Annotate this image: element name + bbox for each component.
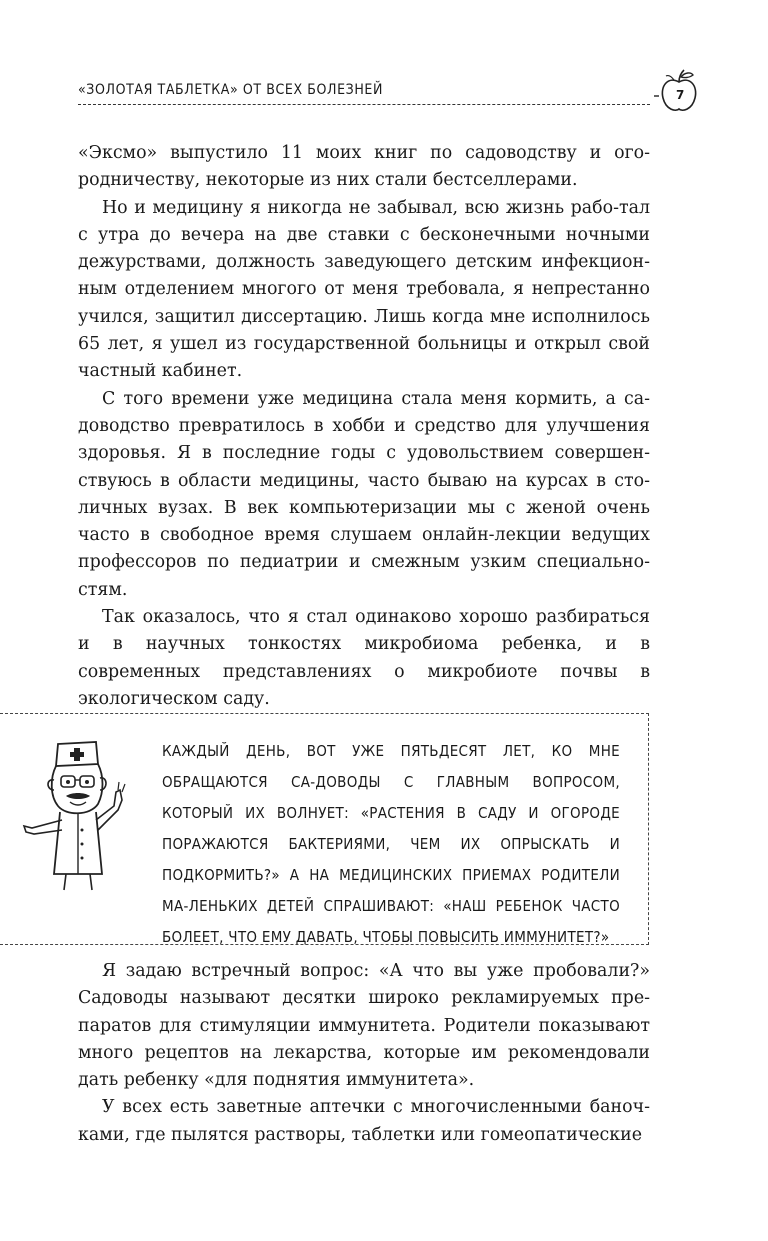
running-title: «ЗОЛОТАЯ ТАБЛЕТКА» ОТ ВСЕХ БОЛЕЗНЕЙ (78, 82, 383, 98)
body-text-top (78, 140, 650, 713)
paragraph: «Эксмо» выпустило 11 моих книг по садоводству и ого-родничеству, некоторые из них стали бестселлерами. (78, 143, 650, 191)
doctor-illustration-icon (18, 734, 138, 894)
callout-box (0, 713, 649, 945)
paragraph: Но и медицину я никогда не забывал, всю жизнь рабо-тал с утра до вечера на две ставки с бесконечными ночными дежурствами, должность заведующего детским инфекцион-ным отделением многого от меня требовала, я непрестанно учился, защитил диссертацию. Лишь когда мне исполнилось 65 лет, я ушел из государственной больницы и открыл свой частный кабинет. (78, 197, 650, 382)
header-divider (78, 104, 650, 105)
callout-text: КАЖДЫЙ ДЕНЬ, ВОТ УЖЕ ПЯТЬДЕСЯТ ЛЕТ, КО МНЕ ОБРАЩАЮТСЯ СА-ДОВОДЫ С ГЛАВНЫМ ВОПРОСОМ, КОТОРЫЙ ИХ ВОЛНУЕТ: «РАСТЕНИЯ В САДУ И ОГОРОДЕ ПОРАЖАЮТСЯ БАКТЕРИЯМИ, ЧЕМ ИХ ОПРЫСКАТЬ И ПОДКОРМИТЬ?» А НА МЕДИЦИНСКИХ ПРИЕМАХ РОДИТЕЛИ МА-ЛЕНЬКИХ ДЕТЕЙ СПРАШИВАЮТ: «НАШ РЕБЕНОК ЧАСТО БОЛЕЕТ, ЧТО ЕМУ ДАВАТЬ, ЧТОБЫ ПОВЫСИТЬ ИММУНИТЕТ?» (162, 742, 620, 946)
paragraph: Я задаю встречный вопрос: «А что вы уже пробовали?» Садоводы называют десятки широко рекламируемых пре-паратов для стимуляции иммунитета. Родители показывают много рецептов на лекарства, которые им рекомендовали дать ребенку «для поднятия иммунитета». (78, 961, 650, 1091)
page-number: 7 (676, 88, 685, 102)
paragraph: У всех есть заветные аптечки с многочисленными баноч-ками, где пылятся растворы, таблетки или гомеопатические (78, 1097, 650, 1145)
paragraph: Так оказалось, что я стал одинаково хорошо разбираться и в научных тонкостях микробиома ребенка, и в современных представлениях о микробиоте почвы в экологическом саду. (78, 607, 650, 709)
paragraph: С того времени уже медицина стала меня кормить, а са-доводство превратилось в хобби и средство для улучшения здоровья. Я в последние годы с удовольствием совершен-ствуюсь в области медицины, часто бываю на курсах в сто-личных вузах. В век компьютеризации мы с женой очень часто в свободное время слушаем онлайн-лекции ведущих профессоров по педиатрии и смежным узким специально-стям. (78, 388, 650, 600)
body-text-bottom (78, 958, 650, 1149)
